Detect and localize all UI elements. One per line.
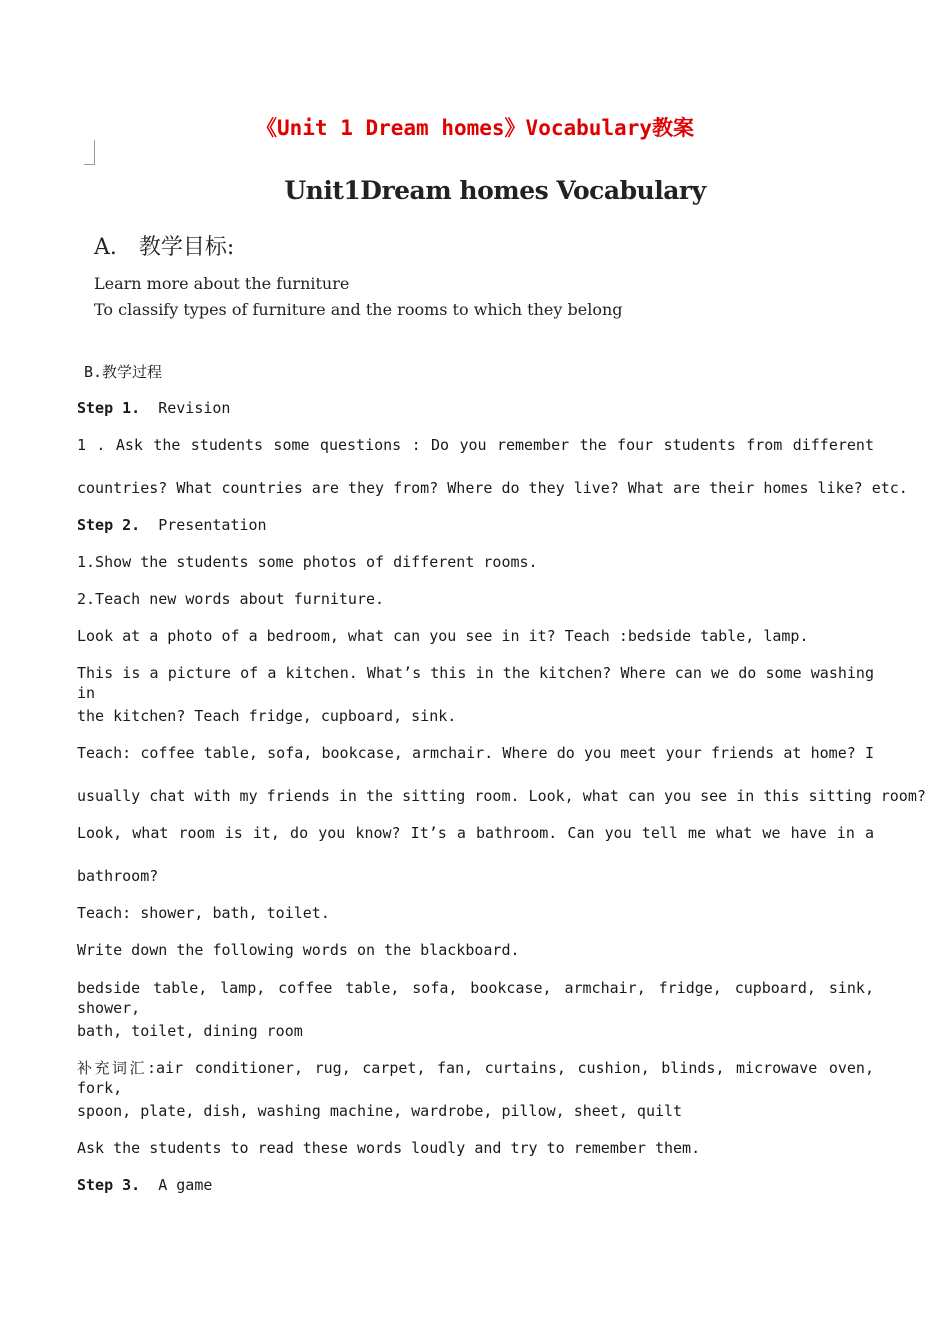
paragraph-line: bath, toilet, dining room	[77, 1022, 303, 1040]
step-label: Step 2.	[77, 516, 141, 534]
paragraph-line: Teach: coffee table, sofa, bookcase, armchair. Where do you meet your friends at home? I	[77, 744, 874, 762]
paragraph-line: the kitchen? Teach fridge, cupboard, sink.	[77, 707, 457, 725]
paragraph-line: bathroom?	[77, 867, 159, 885]
step-title: A game	[158, 1176, 213, 1194]
paragraph-line: This is a picture of a kitchen. What’s this in the kitchen? Where can we do some washing in	[77, 664, 874, 702]
paragraph-line: Look at a photo of a bedroom, what can you see in it? Teach :bedside table, lamp.	[77, 627, 809, 645]
section-a-letter: A.	[94, 235, 117, 260]
paragraph-line: Write down the following words on the blackboard.	[77, 941, 520, 959]
section-a-heading	[94, 230, 234, 261]
paragraph-line: 补充词汇:air conditioner, rug, carpet, fan, curtains, cushion, blinds, microwave oven, fork,	[77, 1059, 874, 1097]
goal-item: Learn more about the furniture	[94, 274, 350, 293]
step-label: Step 3.	[77, 1176, 141, 1194]
goal-item: To classify types of furniture and the rooms to which they belong	[94, 300, 623, 319]
paragraph-line: usually chat with my friends in the sitting room. Look, what can you see in this sitting room?	[77, 787, 926, 805]
paragraph-line: bedside table, lamp, coffee table, sofa, bookcase, armchair, fridge, cupboard, sink, shower,	[77, 979, 874, 1017]
paragraph-line: 1 . Ask the students some questions : Do you remember the four students from different	[77, 436, 874, 454]
step-label: Step 1.	[77, 399, 141, 417]
section-b-heading: B.教学过程	[84, 363, 163, 381]
section-a-title: 教学目标:	[138, 235, 235, 260]
paragraph-line: countries? What countries are they from? Where do they live? What are their homes like? etc.	[77, 479, 908, 497]
paragraph-line: 2.Teach new words about furniture.	[77, 590, 385, 608]
paragraph-line: Ask the students to read these words loudly and try to remember them.	[77, 1139, 701, 1157]
step-2-heading	[77, 515, 874, 535]
step-title: Revision	[158, 399, 231, 417]
step-title: Presentation	[158, 516, 267, 534]
paragraph-line: Look, what room is it, do you know? It’s a bathroom. Can you tell me what we have in a	[77, 824, 874, 842]
step-3-heading	[77, 1175, 874, 1195]
lesson-subtitle: Unit1Dream homes Vocabulary	[284, 176, 706, 205]
document-title: 《Unit 1 Dream homes》Vocabulary教案	[255, 116, 694, 140]
margin-corner-mark	[84, 140, 95, 165]
paragraph-line: 1.Show the students some photos of different rooms.	[77, 553, 538, 571]
paragraph-line: spoon, plate, dish, washing machine, wardrobe, pillow, sheet, quilt	[77, 1102, 683, 1120]
step-1-heading	[77, 398, 874, 418]
paragraph-line: Teach: shower, bath, toilet.	[77, 904, 330, 922]
